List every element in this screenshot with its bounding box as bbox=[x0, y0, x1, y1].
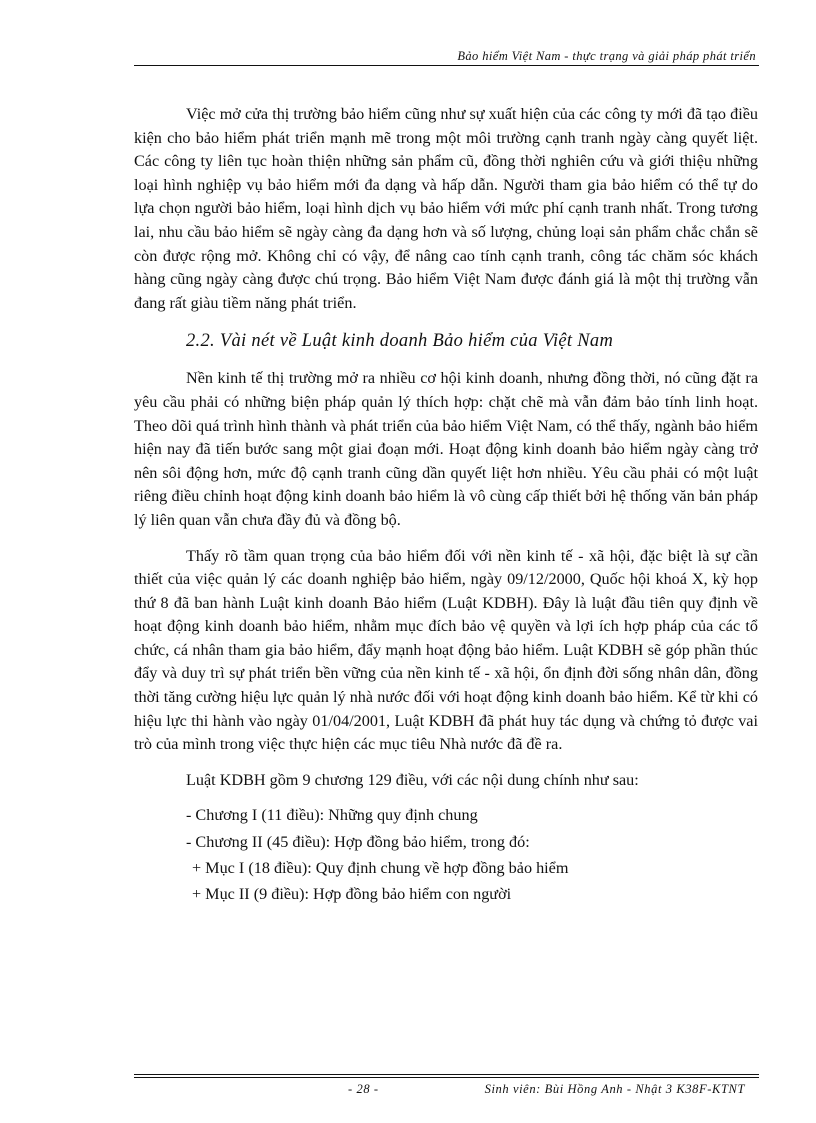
list-intro: Luật KDBH gồm 9 chương 129 điều, với các nội dung chính như sau: bbox=[186, 770, 639, 789]
section-heading: 2.2. Vài nét về Luật kinh doanh Bảo hiểm của Việt Nam bbox=[186, 331, 614, 352]
list-item: - Chương II (45 điều): Hợp đồng bảo hiểm, trong đó: bbox=[186, 833, 530, 852]
student-credit: Sinh viên: Bùi Hồng Anh - Nhật 3 K38F-KTNT bbox=[484, 1082, 745, 1096]
paragraph: Nền kinh tế thị trường mở ra nhiều cơ hội kinh doanh, nhưng đồng thời, nó cũng đặt ra yêu cầu phải có những biện pháp quản lý thích hợp: chặt chẽ mà vẫn đảm bảo tính linh hoạt. Theo dõi quá trình hình thành và phát triển của bảo hiểm Việt Nam, có thể thấy, ngành bảo hiểm hiện nay đã tiến bước sang một giai đoạn mới. Hoạt động kinh doanh bảo hiểm ngày càng trở nên sôi động hơn, mức độ cạnh tranh cũng dần quyết liệt hơn nhiều. Yêu cầu phải có một luật riêng điều chỉnh hoạt động kinh doanh bảo hiểm là vô cùng cấp thiết bởi hệ thống văn bản pháp lý liên quan vẫn chưa đầy đủ và đồng bộ. bbox=[134, 369, 758, 529]
paragraph: Thấy rõ tầm quan trọng của bảo hiểm đối với nền kinh tế - xã hội, đặc biệt là sự cần thiết của việc quản lý các doanh nghiệp bảo hiểm, ngày 09/12/2000, Quốc hội khoá X, kỳ họp thứ 8 đã ban hành Luật kinh doanh Bảo hiểm (Luật KDBH). Đây là luật đầu tiên quy định về hoạt động kinh doanh bảo hiểm, nhằm mục đích bảo vệ quyền và lợi ích hợp pháp của các tổ chức, cá nhân tham gia bảo hiểm, đẩy mạnh hoạt động bảo hiểm. Luật KDBH sẽ góp phần thúc đẩy và duy trì sự phát triển bền vững của nền kinh tế - xã hội, ổn định đời sống nhân dân, đồng thời tăng cường hiệu lực quản lý nhà nước đối với hoạt động kinh doanh bảo hiểm. Kể từ khi có hiệu lực thi hành vào ngày 01/04/2001, Luật KDBH đã phát huy tác dụng và chứng tỏ được vai trò của mình trong việc thực hiện các mục tiêu Nhà nước đã đề ra. bbox=[134, 546, 758, 754]
header-rule bbox=[134, 65, 759, 66]
list-item: - Chương I (11 điều): Những quy định chung bbox=[186, 806, 478, 825]
paragraph: Việc mở cửa thị trường bảo hiểm cũng như sự xuất hiện của các công ty mới đã tạo điều kiện cho bảo hiểm phát triển mạnh mẽ trong một môi trường cạnh tranh ngày càng quyết liệt. Các công ty liên tục hoàn thiện những sản phẩm cũ, đồng thời nghiên cứu và giới thiệu những loại hình nghiệp vụ bảo hiểm mới đa dạng và hấp dẫn. Người tham gia bảo hiểm có thể tự do lựa chọn người bảo hiểm, loại hình dịch vụ bảo hiểm với mức phí cạnh tranh nhất. Trong tương lai, nhu cầu bảo hiểm sẽ ngày càng đa dạng hơn và số lượng, chủng loại sản phẩm chắc chắn sẽ còn được rộng mở. Không chỉ có vậy, để nâng cao tính cạnh tranh, công tác chăm sóc khách hàng cũng ngày càng được chú trọng. Bảo hiểm Việt Nam được đánh giá là một thị trường vẫn đang rất giàu tiềm năng phát triển. bbox=[134, 105, 758, 312]
list-subitem: + Mục I (18 điều): Quy định chung về hợp đồng bảo hiểm bbox=[192, 859, 569, 878]
running-header: Bảo hiểm Việt Nam - thực trạng và giải pháp phát triển bbox=[457, 49, 756, 63]
page-number: - 28 - bbox=[348, 1082, 379, 1096]
chapter-list bbox=[134, 769, 758, 908]
list-subitem: + Mục II (9 điều): Hợp đồng bảo hiểm con người bbox=[192, 885, 512, 904]
document-body bbox=[134, 103, 758, 908]
footer-rule bbox=[134, 1074, 759, 1078]
